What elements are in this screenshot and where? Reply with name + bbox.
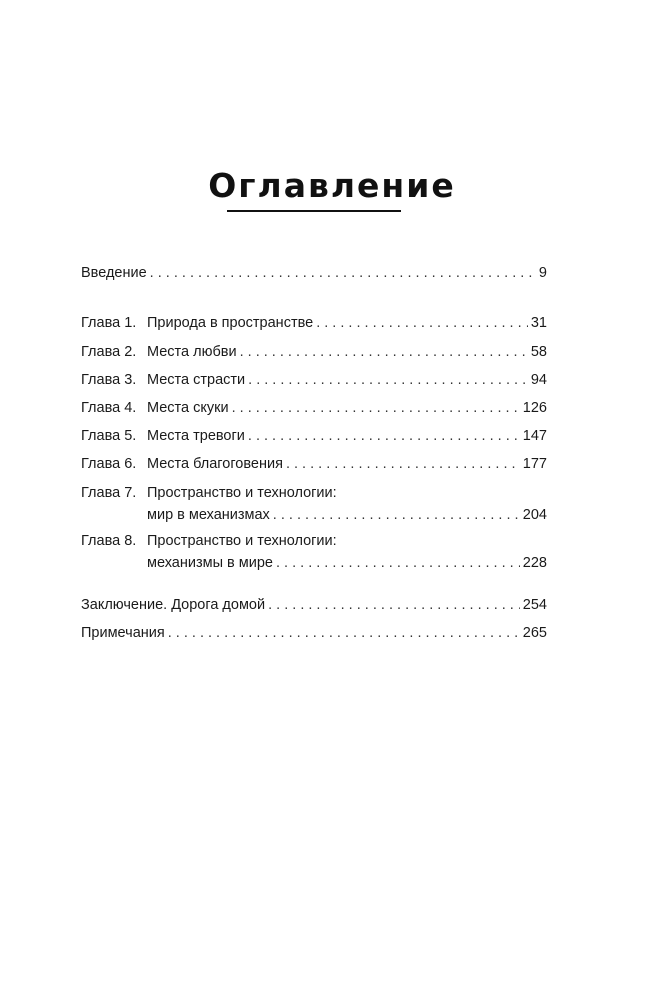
leader-dots bbox=[268, 594, 520, 616]
leader-dots bbox=[286, 453, 520, 475]
leader-dots bbox=[276, 552, 520, 574]
chapter-number: Глава 8. bbox=[81, 533, 137, 549]
chapter-title: Места благоговения bbox=[147, 456, 283, 472]
toc-entry-conclusion[interactable] bbox=[81, 594, 547, 616]
toc-entry-label: Примечания bbox=[81, 625, 165, 641]
chapter-number: Глава 7. bbox=[81, 485, 137, 501]
toc-page-number: 94 bbox=[530, 372, 547, 388]
chapter-title: Места тревоги bbox=[147, 428, 245, 444]
toc-page-number: 228 bbox=[522, 555, 547, 571]
chapter-number: Глава 6. bbox=[81, 456, 137, 472]
leader-dots bbox=[150, 262, 536, 284]
chapter-number: Глава 3. bbox=[81, 372, 137, 388]
toc-page-number: 9 bbox=[538, 265, 547, 281]
chapter-title: Места скуки bbox=[147, 400, 229, 416]
toc-page-number: 58 bbox=[530, 344, 547, 360]
toc-page-number: 177 bbox=[522, 456, 547, 472]
leader-dots bbox=[168, 622, 520, 644]
chapter-title-line-1: Пространство и технологии: bbox=[147, 533, 337, 549]
chapter-number: Глава 1. bbox=[81, 315, 137, 331]
chapter-number: Глава 5. bbox=[81, 428, 137, 444]
page-title: Оглавление bbox=[208, 166, 456, 205]
toc-page-number: 147 bbox=[522, 428, 547, 444]
toc-page-number: 126 bbox=[522, 400, 547, 416]
toc-page-number: 204 bbox=[522, 507, 547, 523]
toc-entry-chapter-3[interactable] bbox=[81, 369, 547, 391]
leader-dots bbox=[240, 341, 528, 363]
toc-page-number: 265 bbox=[522, 625, 547, 641]
chapter-title: Места страсти bbox=[147, 372, 246, 388]
toc-entry-chapter-1[interactable] bbox=[81, 312, 547, 334]
toc-entry-chapter-2[interactable] bbox=[81, 341, 547, 363]
chapter-title-line-2: мир в механизмах bbox=[147, 507, 270, 523]
title-underline bbox=[227, 210, 401, 212]
toc-entry-notes[interactable] bbox=[81, 622, 547, 644]
chapter-title-line-2: механизмы в мире bbox=[147, 555, 273, 571]
chapter-number: Глава 2. bbox=[81, 344, 137, 360]
toc-entry-intro[interactable] bbox=[81, 262, 547, 284]
chapter-title: Природа в пространстве bbox=[147, 315, 314, 331]
toc-entry-chapter-8[interactable] bbox=[81, 530, 547, 574]
toc-entry-chapter-6[interactable] bbox=[81, 453, 547, 475]
toc-entry-chapter-4[interactable] bbox=[81, 397, 547, 419]
toc-entry-chapter-5[interactable] bbox=[81, 425, 547, 447]
toc-page-number: 31 bbox=[530, 315, 547, 331]
leader-dots bbox=[248, 369, 528, 391]
toc-page-number: 254 bbox=[522, 597, 547, 613]
leader-dots bbox=[273, 504, 520, 526]
leader-dots bbox=[316, 312, 528, 334]
toc-entry-label: Введение bbox=[81, 265, 147, 281]
leader-dots bbox=[232, 397, 520, 419]
leader-dots bbox=[248, 425, 520, 447]
chapter-title-line-1: Пространство и технологии: bbox=[147, 485, 337, 501]
toc-entry-chapter-7[interactable] bbox=[81, 482, 547, 526]
chapter-title: Места любви bbox=[147, 344, 237, 360]
chapter-number: Глава 4. bbox=[81, 400, 137, 416]
toc-entry-label: Заключение. Дорога домой bbox=[81, 597, 266, 613]
